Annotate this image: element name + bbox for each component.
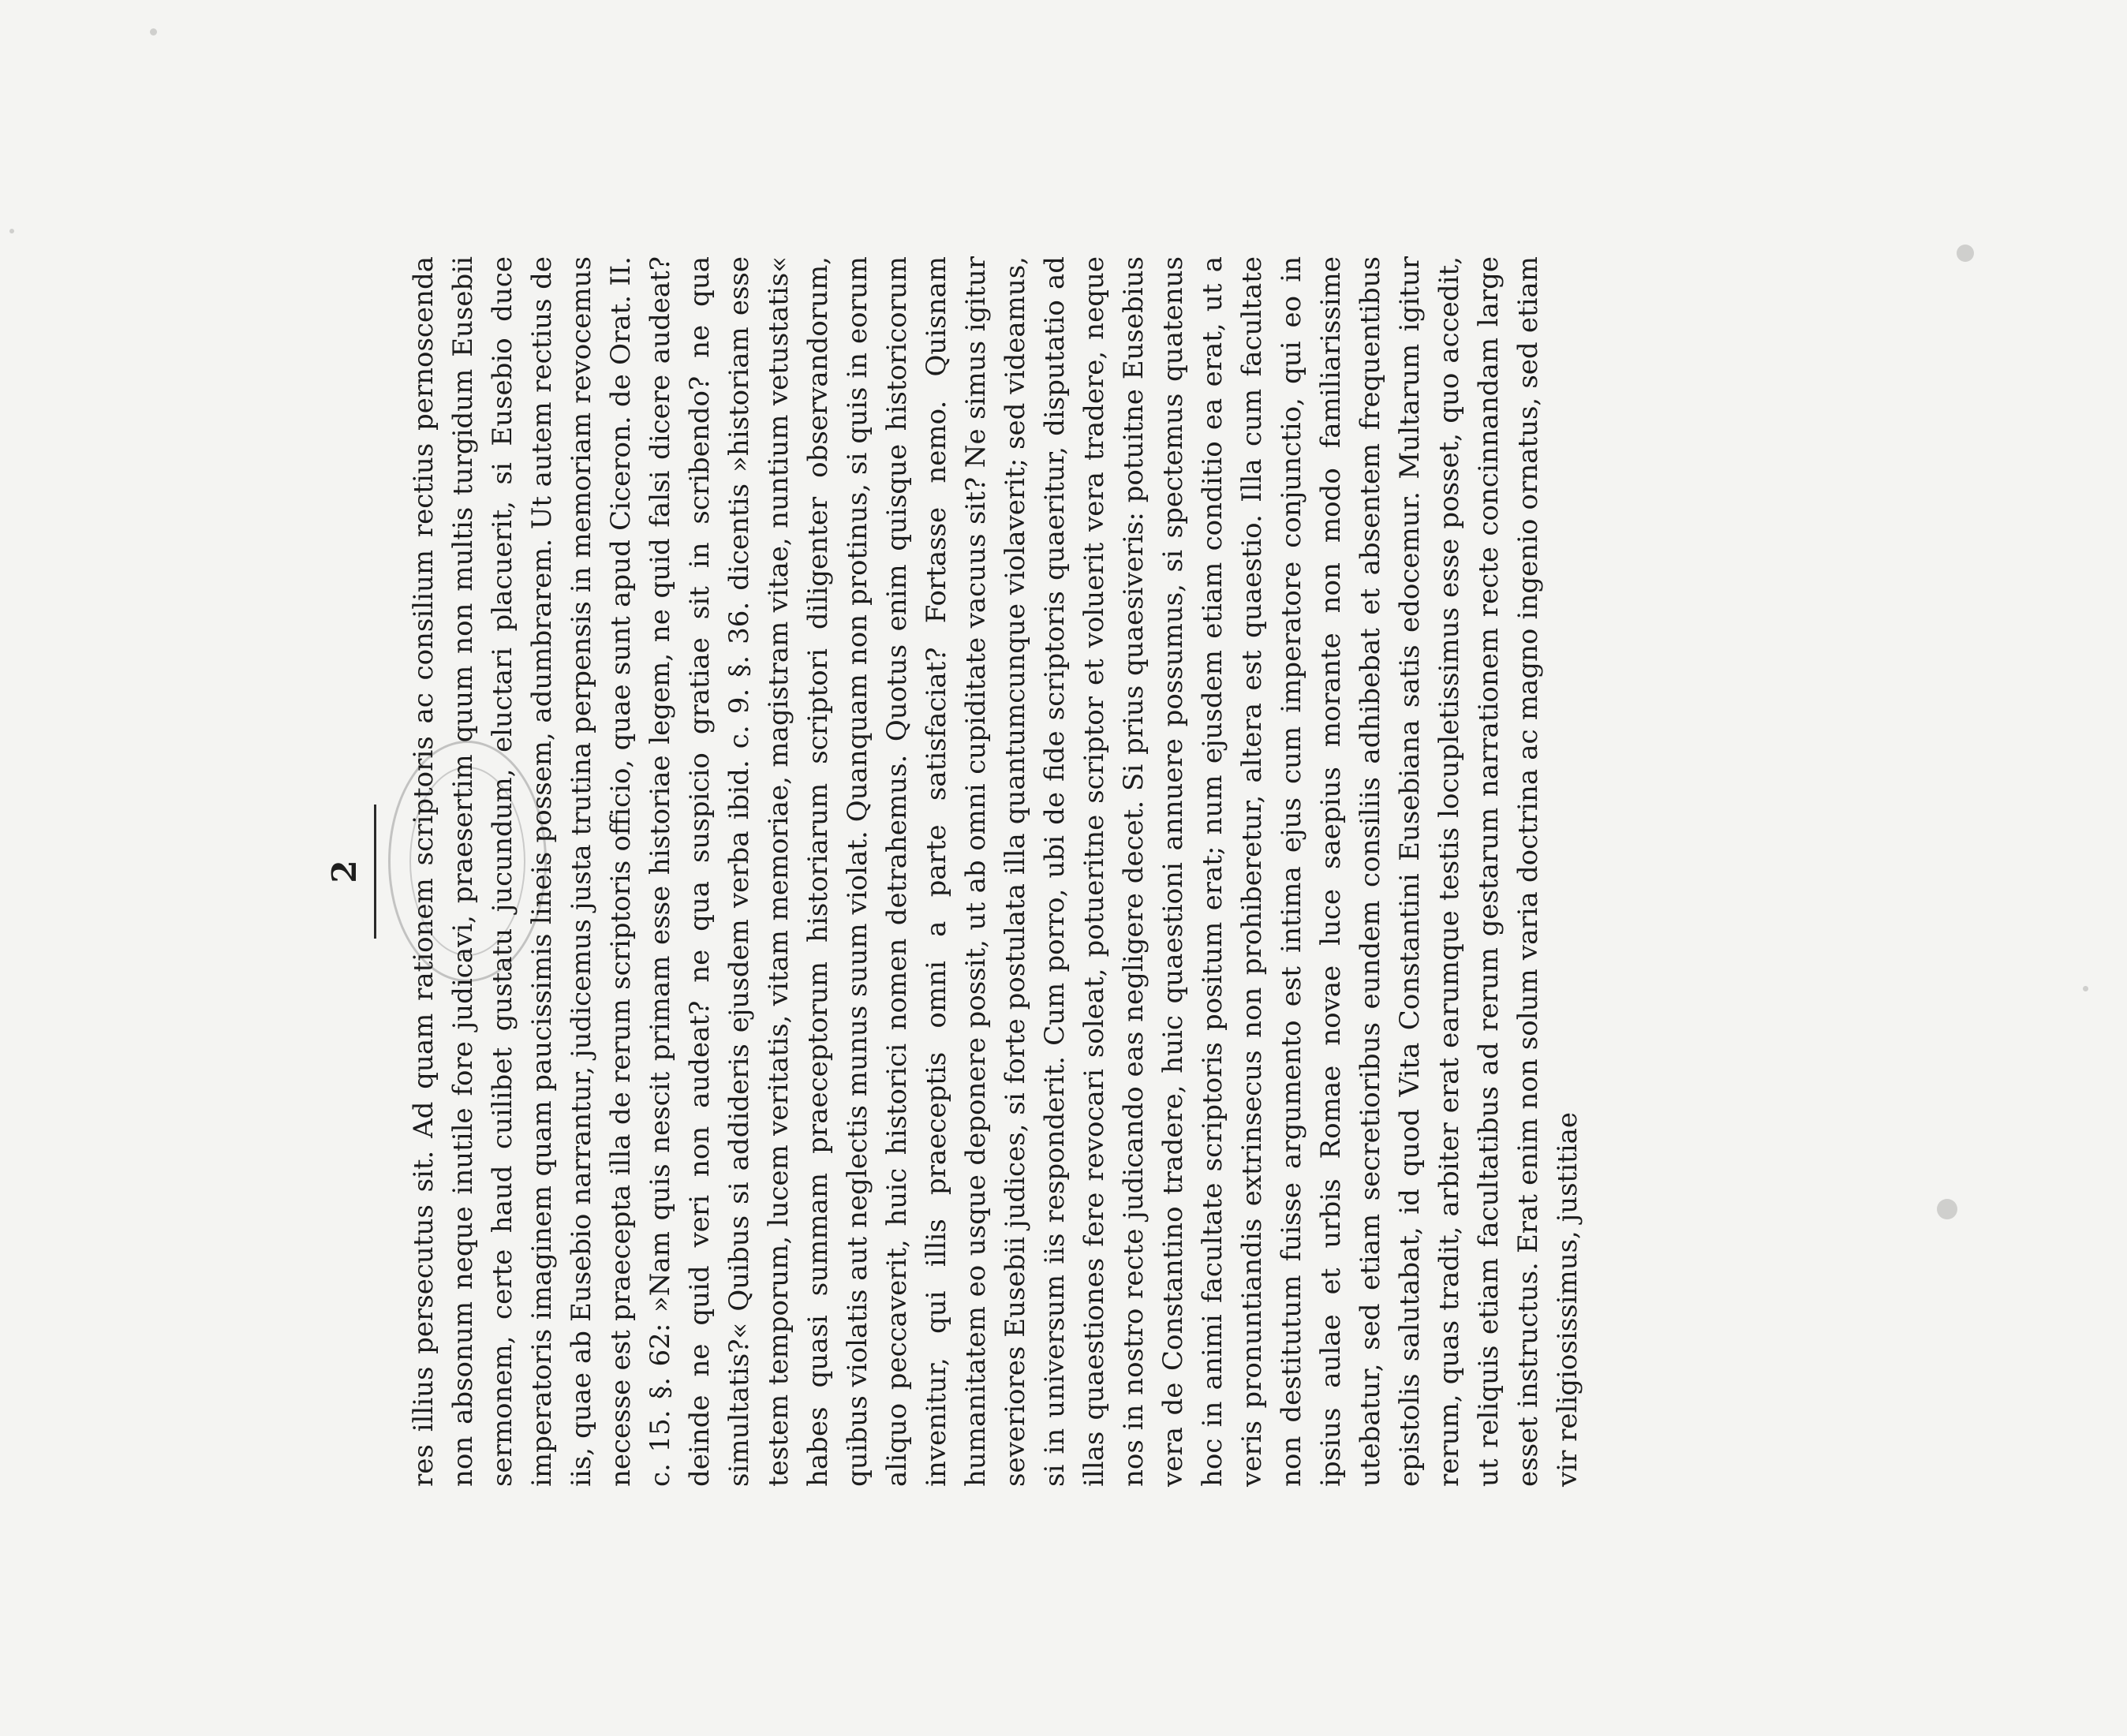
- header-rule: [374, 805, 376, 939]
- scan-speck: [2083, 986, 2088, 991]
- page-text-block: [322, 256, 1805, 1487]
- scan-speck: [150, 28, 157, 35]
- body-text: res illius persecutus sit. Ad quam rationem scriptoris ac consilium rectius pernoscenda non absonum neque inutile fore judicavi, praesertim quum non multis turgidum Eusebii sermonem, certe haud cuilibet gustatu jucundum, eluctari placuerit, si Eusebio duce imperatoris imaginem quam paucissimis lineis possem, adumbrarem. Ut autem rectius de iis, quae ab Eusebio narrantur, judicemus justa trutina perpensis in memoriam revocemus necesse est praecepta illa de rerum scriptoris officio, quae sunt apud Ciceron. de Orat. II. c. 15. §. 62: »Nam quis nescit primam esse historiae legem, ne quid falsi dicere audeat? deinde ne quid veri non audeat? ne qua suspicio gratiae sit in scribendo? ne qua simultatis?« Quibus si addideris ejusdem verba ibid. c. 9. §. 36. dicentis »historiam esse testem temporum, lucem veritatis, vitam memoriae, magistram vitae, nuntium vetustatis« habes quasi summam praeceptorum historiarum scriptori diligenter observandorum, quibus violatis aut neglectis munus suum violat. Quanquam non protinus, si quis in eorum aliquo peccaverit, huic historici nomen detrahemus. Quotus enim quisque historicorum invenitur, qui illis praeceptis omni a parte satisfaciat? Fortasse nemo. Quisnam humanitatem eo usque deponere possit, ut ab omni cupiditate vacuus sit? Ne simus igitur severiores Eusebii judices, si forte postulata illa quantumcunque violaverit; sed videamus, si in universum iis responderit. Cum porro, ubi de fide scriptoris quaeritur, disputatio ad illas quaestiones fere revocari soleat, potueritne scriptor et voluerit vera tradere, neque nos in nostro recte judicando eas negligere decet. Si prius quaesiveris: potuitne Eusebius vera de Constantino tradere, huic quaestioni annuere possumus, si spectemus quatenus hoc in animi facultate scriptoris positum erat; num ejusdem etiam conditio ea erat, ut a veris pronuntiandis extrinsecus non prohiberetur, altera est quaestio. Illa cum facultate non destitutum fuisse argumento est intima ejus cum imperatore conjunctio, qui eo in ipsius aulae et urbis Romae novae luce saepius morante non modo familiarissime utebatur, sed etiam secretioribus eundem consiliis adhibebat et absentem frequentibus epistolis salutabat, id quod Vita Constantini Eusebiana satis edocemur. Multarum igitur rerum, quas tradit, arbiter erat earumque testis locupletissimus esse posset, quo accedit, ut reliquis etiam facultatibus ad rerum gestarum narrationem recte concinnandam large esset instructus. Erat enim non solum varia doctrina ac magno ingenio ornatus, sed etiam vir religiosissimus, justitiae: [408, 256, 1583, 1487]
- page-number: 2: [325, 860, 364, 883]
- scan-speck: [9, 229, 14, 233]
- scan-speck: [1957, 245, 1974, 262]
- page-header: [322, 256, 393, 1487]
- scan-speck: [1937, 1199, 1957, 1219]
